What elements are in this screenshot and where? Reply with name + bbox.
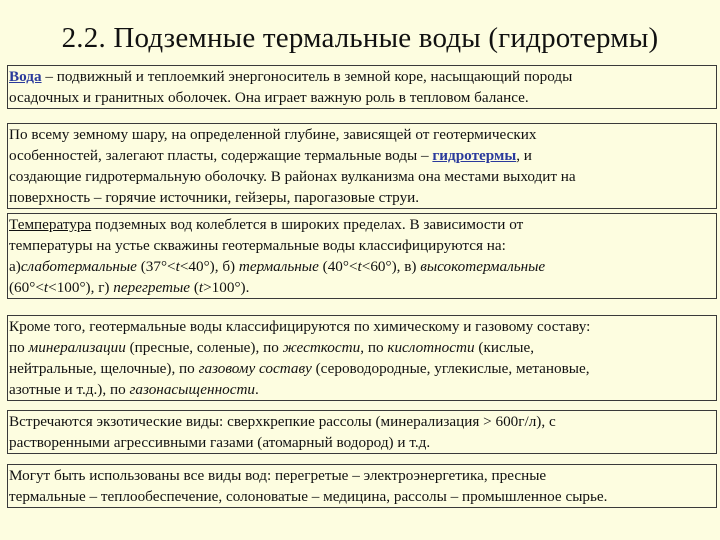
p4-l2-c: , по [360,339,388,356]
paragraph-hydrotherms [7,123,717,209]
p4-l4-b: . [255,381,259,398]
p4-line4 [9,379,716,400]
p3-range3-pre: (60°< [9,279,44,296]
p3-range3-post: <100°), г) [48,279,114,296]
slide-title: 2.2. Подземные термальные воды (гидротермы) [61,22,659,54]
p3-range2-pre: (40°< [318,258,358,275]
p3-range2-post: <60°), в) [361,258,421,275]
p5-line1: Встречаются экзотические виды: сверхкрепкие рассолы (минерализация > 600г/л), с [9,413,556,430]
p2-line2-pre: особенностей, залегают пласты, содержащие термальные воды – [9,147,433,164]
var-t: t [198,279,204,296]
var-t: t [357,258,362,275]
var-t: t [175,258,180,275]
paragraph-temperature [7,213,717,299]
p2-line3: создающие гидротермальную оболочку. В районах вулканизма она местами выходит на [9,168,576,185]
var-t: t [43,279,49,296]
term-kislotnosti: кислотности [387,339,475,356]
p3-range1-post: <40°), б) [179,258,239,275]
term-termalnye: термальные [238,258,319,275]
p1-line1 [9,66,716,87]
term-vysokotermalnye: высокотермальные [420,258,546,275]
p3-line1-text: подземных вод колеблется в широких пределах. В зависимости от [91,216,524,233]
p2-line4: поверхность – горячие источники, гейзеры, парогазовые струи. [9,189,420,206]
p1-line1-text: – подвижный и теплоемкий энергоноситель в земной коре, насыщающий породы [41,68,573,85]
p5-line2: растворенными агрессивными газами (атомарный водород) и т.д. [9,434,431,451]
p6-line1: Могут быть использованы все виды вод: перегретые – электроэнергетика, пресные [9,467,547,484]
p4-l4-a: азотные и т.д.), по [9,381,130,398]
p2-line2 [9,145,716,166]
p3-line1 [9,214,716,235]
p4-line1: Кроме того, геотермальные воды классифицируются по химическому и газовому составу: [9,318,591,335]
p3-range4-pre: ( [190,279,199,296]
paragraph-usage [7,464,717,508]
link-gidrotermy[interactable]: гидротермы [432,147,517,164]
p1-line2: осадочных и гранитных оболочек. Она играет важную роль в тепловом балансе. [9,89,529,106]
term-gazonasyshchennosti: газонасыщенности [129,381,256,398]
p3-range4-post: >100°). [203,279,250,296]
paragraph-water [7,65,717,109]
p3-a: а) [9,258,21,275]
term-mineralizacii: минерализации [28,339,126,356]
term-slabotermalnye: слаботермальные [20,258,137,275]
p4-l3-a: нейтральные, щелочные), по [9,360,199,377]
p6-line2: термальные – теплообеспечение, солоноватые – медицина, рассолы – промышленное сырье. [9,488,608,505]
p2-line2-post: , и [516,147,532,164]
p3-line2: температуры на устье скважины геотермальные воды классифицируются на: [9,237,506,254]
p4-line3 [9,358,716,379]
paragraph-classification [7,315,717,401]
p3-line4 [9,277,716,298]
p4-l2-d: (кислые, [474,339,535,356]
p4-l2-a: по [9,339,29,356]
link-temperatura[interactable]: Температура [9,216,92,233]
link-voda[interactable]: Вода [9,68,42,85]
p4-l3-b: (сероводородные, углекислые, метановые, [311,360,590,377]
p4-line2 [9,337,716,358]
term-gazovomu-sostavu: газовому составу [198,360,312,377]
term-peregretye: перегретые [113,279,191,296]
term-zhestkosti: жесткости [282,339,361,356]
p3-line3 [9,256,716,277]
paragraph-exotic [7,410,717,454]
p4-l2-b: (пресные, соленые), по [125,339,283,356]
p3-range1-pre: (37°< [136,258,176,275]
p2-line1: По всему земному шару, на определенной глубине, зависящей от геотермических [9,126,537,143]
